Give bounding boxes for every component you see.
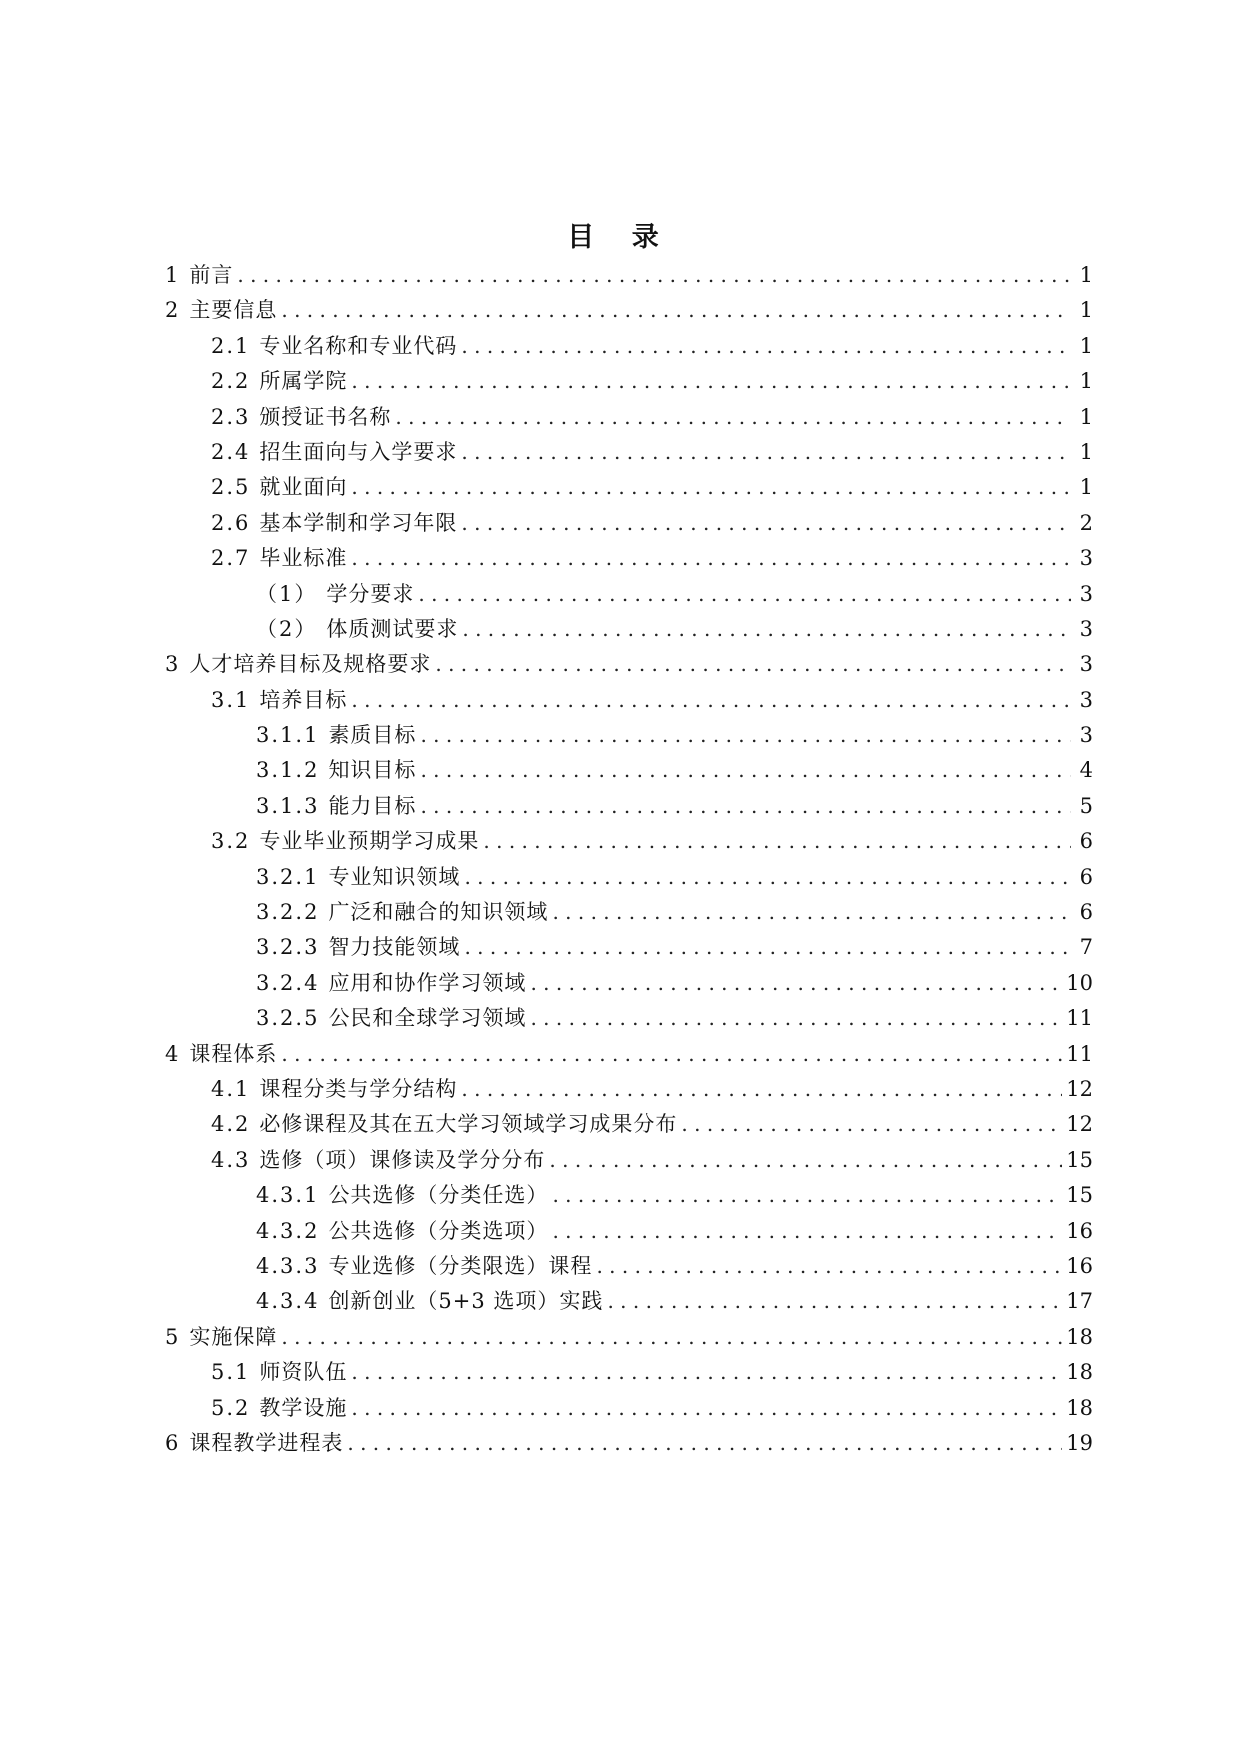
dot-leader [530, 1001, 1062, 1036]
toc-entry-number: 4 [165, 1041, 181, 1066]
toc-entry-number: 5.2 [211, 1395, 251, 1420]
toc-entry-number: 4.3.3 [256, 1253, 320, 1278]
toc-entry-number: 2.1 [211, 333, 251, 358]
toc-entry[interactable] [165, 1107, 1093, 1142]
toc-entry-label: 学分要求 [326, 581, 415, 606]
dot-leader [462, 612, 1071, 647]
toc-entry-label: 知识目标 [328, 758, 417, 783]
dot-leader [418, 577, 1071, 612]
toc-entry-number: 2.7 [211, 546, 251, 571]
toc-entry-page-number: 12 [1066, 1076, 1093, 1101]
dot-leader [461, 1072, 1062, 1107]
toc-entry-page-number: 2 [1079, 510, 1093, 535]
toc-entry-number: 3.1 [211, 687, 251, 712]
toc-entry-label: 专业名称和专业代码 [259, 333, 458, 358]
toc-entry-page-number: 5 [1079, 793, 1093, 818]
toc-entry-number: 4.3.2 [256, 1218, 320, 1243]
toc-entry[interactable] [165, 753, 1093, 788]
toc-entry-label: 智力技能领域 [328, 935, 461, 960]
toc-entry-page-number: 1 [1079, 439, 1093, 464]
toc-entry-page-number: 1 [1079, 475, 1093, 500]
toc-entry-number: 4.3.4 [256, 1289, 320, 1314]
toc-entry[interactable] [165, 647, 1093, 682]
toc-entry[interactable] [165, 293, 1093, 328]
toc-entry[interactable] [165, 364, 1093, 399]
dot-leader [530, 966, 1062, 1001]
toc-entry-number: 4.2 [211, 1112, 251, 1137]
toc-entry-number: 3.2.2 [256, 900, 320, 925]
toc-entry-label: 公共选修（分类任选） [328, 1183, 549, 1208]
toc-entry-label: 课程教学进程表 [189, 1430, 344, 1455]
toc-entry[interactable] [165, 258, 1093, 293]
toc-entry-page-number: 19 [1066, 1430, 1093, 1455]
dot-leader [420, 753, 1071, 788]
dot-leader [237, 258, 1071, 293]
toc-entry[interactable] [165, 577, 1093, 612]
toc-entry[interactable] [165, 541, 1093, 576]
toc-entry-page-number: 10 [1066, 970, 1093, 995]
toc-entry[interactable] [165, 966, 1093, 1001]
toc-entry[interactable] [165, 824, 1093, 859]
toc-entry-page-number: 7 [1079, 935, 1093, 960]
dot-leader [281, 1037, 1062, 1072]
dot-leader [607, 1284, 1062, 1319]
dot-leader [281, 1320, 1062, 1355]
dot-leader [281, 293, 1071, 328]
toc-entry-page-number: 3 [1079, 616, 1093, 641]
toc-entry-page-number: 6 [1079, 829, 1093, 854]
toc-entry-label: 必修课程及其在五大学习领域学习成果分布 [259, 1112, 678, 1137]
toc-entry[interactable] [165, 1426, 1093, 1461]
toc-entry-label: 招生面向与入学要求 [259, 439, 458, 464]
toc-entry[interactable] [165, 1249, 1093, 1284]
toc-entry[interactable] [165, 1214, 1093, 1249]
toc-entry-page-number: 3 [1079, 581, 1093, 606]
dot-leader [420, 718, 1071, 753]
toc-entry-number: （2） [256, 616, 318, 641]
toc-entry-number: 2.3 [211, 404, 251, 429]
toc-entry-label: 课程体系 [189, 1041, 278, 1066]
toc-entry[interactable] [165, 400, 1093, 435]
toc-entry-label: 教学设施 [259, 1395, 348, 1420]
toc-entry-number: 3 [165, 652, 181, 677]
toc-entry-page-number: 1 [1079, 369, 1093, 394]
toc-entry[interactable] [165, 1178, 1093, 1213]
toc-entry-page-number: 1 [1079, 404, 1093, 429]
table-of-contents [165, 258, 1093, 1461]
dot-leader [351, 470, 1071, 505]
toc-entry-label: 人才培养目标及规格要求 [189, 652, 432, 677]
toc-entry-number: 2.6 [211, 510, 251, 535]
toc-entry[interactable] [165, 329, 1093, 364]
toc-entry-page-number: 16 [1066, 1218, 1093, 1243]
toc-entry-page-number: 11 [1066, 1041, 1093, 1066]
toc-entry-label: 选修（项）课修读及学分分布 [259, 1147, 546, 1172]
dot-leader [552, 1214, 1062, 1249]
toc-entry-number: 2.5 [211, 475, 251, 500]
toc-entry-page-number: 16 [1066, 1253, 1093, 1278]
toc-entry-label: 公共选修（分类选项） [328, 1218, 549, 1243]
toc-entry[interactable] [165, 1001, 1093, 1036]
toc-entry-label: 专业毕业预期学习成果 [259, 829, 480, 854]
toc-entry-number: 4.3 [211, 1147, 251, 1172]
toc-entry-page-number: 1 [1079, 298, 1093, 323]
toc-entry-label: 公民和全球学习领域 [328, 1006, 527, 1031]
dot-leader [461, 506, 1071, 541]
toc-entry-label: 专业选修（分类限选）课程 [328, 1253, 593, 1278]
toc-entry-label: 体质测试要求 [326, 616, 459, 641]
dot-leader [351, 1391, 1062, 1426]
dot-leader [596, 1249, 1062, 1284]
dot-leader [351, 683, 1071, 718]
toc-entry-label: 能力目标 [328, 793, 417, 818]
toc-entry-page-number: 15 [1066, 1183, 1093, 1208]
toc-entry[interactable] [165, 895, 1093, 930]
toc-entry-number: 5 [165, 1324, 181, 1349]
toc-entry-label: 创新创业（5+3 选项）实践 [328, 1289, 604, 1314]
toc-entry[interactable] [165, 683, 1093, 718]
toc-entry-page-number: 18 [1066, 1324, 1093, 1349]
toc-entry-label: 毕业标准 [259, 546, 348, 571]
toc-entry[interactable] [165, 1320, 1093, 1355]
toc-entry-label: 实施保障 [189, 1324, 278, 1349]
dot-leader [681, 1107, 1062, 1142]
toc-entry[interactable] [165, 1355, 1093, 1390]
toc-entry-label: 课程分类与学分结构 [259, 1076, 458, 1101]
toc-entry-number: 2 [165, 298, 181, 323]
toc-entry-page-number: 1 [1079, 263, 1093, 287]
toc-title: 目 录 [567, 222, 673, 253]
toc-entry-page-number: 3 [1079, 546, 1093, 571]
toc-entry[interactable] [165, 930, 1093, 965]
toc-entry-number: 4.1 [211, 1076, 251, 1101]
toc-entry-page-number: 4 [1079, 758, 1093, 783]
dot-leader [347, 1426, 1062, 1461]
toc-entry-label: 应用和协作学习领域 [328, 970, 527, 995]
toc-entry-number: 5.1 [211, 1360, 251, 1385]
toc-entry-label: 所属学院 [259, 369, 348, 394]
toc-entry-number: 3.1.1 [256, 723, 320, 748]
dot-leader [464, 930, 1071, 965]
toc-entry-page-number: 1 [1079, 333, 1093, 358]
toc-entry-page-number: 3 [1079, 652, 1093, 677]
toc-entry[interactable] [165, 860, 1093, 895]
dot-leader [351, 541, 1071, 576]
toc-entry-label: 前言 [189, 263, 234, 287]
toc-entry[interactable] [165, 1072, 1093, 1107]
toc-entry-number: 4.3.1 [256, 1183, 320, 1208]
toc-entry-label: 素质目标 [328, 723, 417, 748]
toc-entry[interactable] [165, 506, 1093, 541]
toc-entry[interactable] [165, 1284, 1093, 1319]
dot-leader [435, 647, 1071, 682]
toc-entry-number: 3.2.4 [256, 970, 320, 995]
toc-entry-number: 3.2.5 [256, 1006, 320, 1031]
toc-entry-number: 1 [165, 263, 181, 287]
toc-entry-page-number: 17 [1066, 1289, 1093, 1314]
toc-entry-number: 3.2 [211, 829, 251, 854]
toc-entry-number: 3.1.2 [256, 758, 320, 783]
toc-entry-label: 基本学制和学习年限 [259, 510, 458, 535]
toc-entry-number: 3.2.1 [256, 864, 320, 889]
toc-entry[interactable] [165, 1037, 1093, 1072]
toc-entry-page-number: 6 [1079, 864, 1093, 889]
toc-entry-label: 就业面向 [259, 475, 348, 500]
toc-entry-label: 师资队伍 [259, 1360, 348, 1385]
toc-entry[interactable] [165, 789, 1093, 824]
toc-entry-number: 2.4 [211, 439, 251, 464]
toc-entry[interactable] [165, 1143, 1093, 1178]
dot-leader [420, 789, 1071, 824]
toc-entry-label: 主要信息 [189, 298, 278, 323]
dot-leader [552, 895, 1071, 930]
dot-leader [552, 1178, 1062, 1213]
toc-entry-number: 6 [165, 1430, 181, 1455]
dot-leader [483, 824, 1071, 859]
toc-entry-page-number: 18 [1066, 1395, 1093, 1420]
toc-entry-page-number: 3 [1079, 723, 1093, 748]
toc-entry-page-number: 15 [1066, 1147, 1093, 1172]
toc-entry-label: 颁授证书名称 [259, 404, 392, 429]
toc-entry-label: 广泛和融合的知识领域 [328, 900, 549, 925]
dot-leader [351, 1355, 1062, 1390]
toc-entry-page-number: 18 [1066, 1360, 1093, 1385]
toc-entry-number: 3.1.3 [256, 793, 320, 818]
dot-leader [461, 329, 1071, 364]
toc-entry[interactable] [165, 470, 1093, 505]
toc-entry-label: 培养目标 [259, 687, 348, 712]
dot-leader [351, 364, 1071, 399]
toc-entry[interactable] [165, 435, 1093, 470]
dot-leader [395, 400, 1071, 435]
toc-entry-number: 2.2 [211, 369, 251, 394]
toc-entry-page-number: 6 [1079, 900, 1093, 925]
toc-entry[interactable] [165, 612, 1093, 647]
toc-entry-number: （1） [256, 581, 318, 606]
dot-leader [549, 1143, 1062, 1178]
toc-entry[interactable] [165, 718, 1093, 753]
dot-leader [464, 860, 1071, 895]
toc-entry-page-number: 11 [1066, 1006, 1093, 1031]
toc-entry-number: 3.2.3 [256, 935, 320, 960]
toc-entry-label: 专业知识领域 [328, 864, 461, 889]
toc-entry-page-number: 12 [1066, 1112, 1093, 1137]
toc-entry[interactable] [165, 1391, 1093, 1426]
dot-leader [461, 435, 1071, 470]
toc-entry-page-number: 3 [1079, 687, 1093, 712]
